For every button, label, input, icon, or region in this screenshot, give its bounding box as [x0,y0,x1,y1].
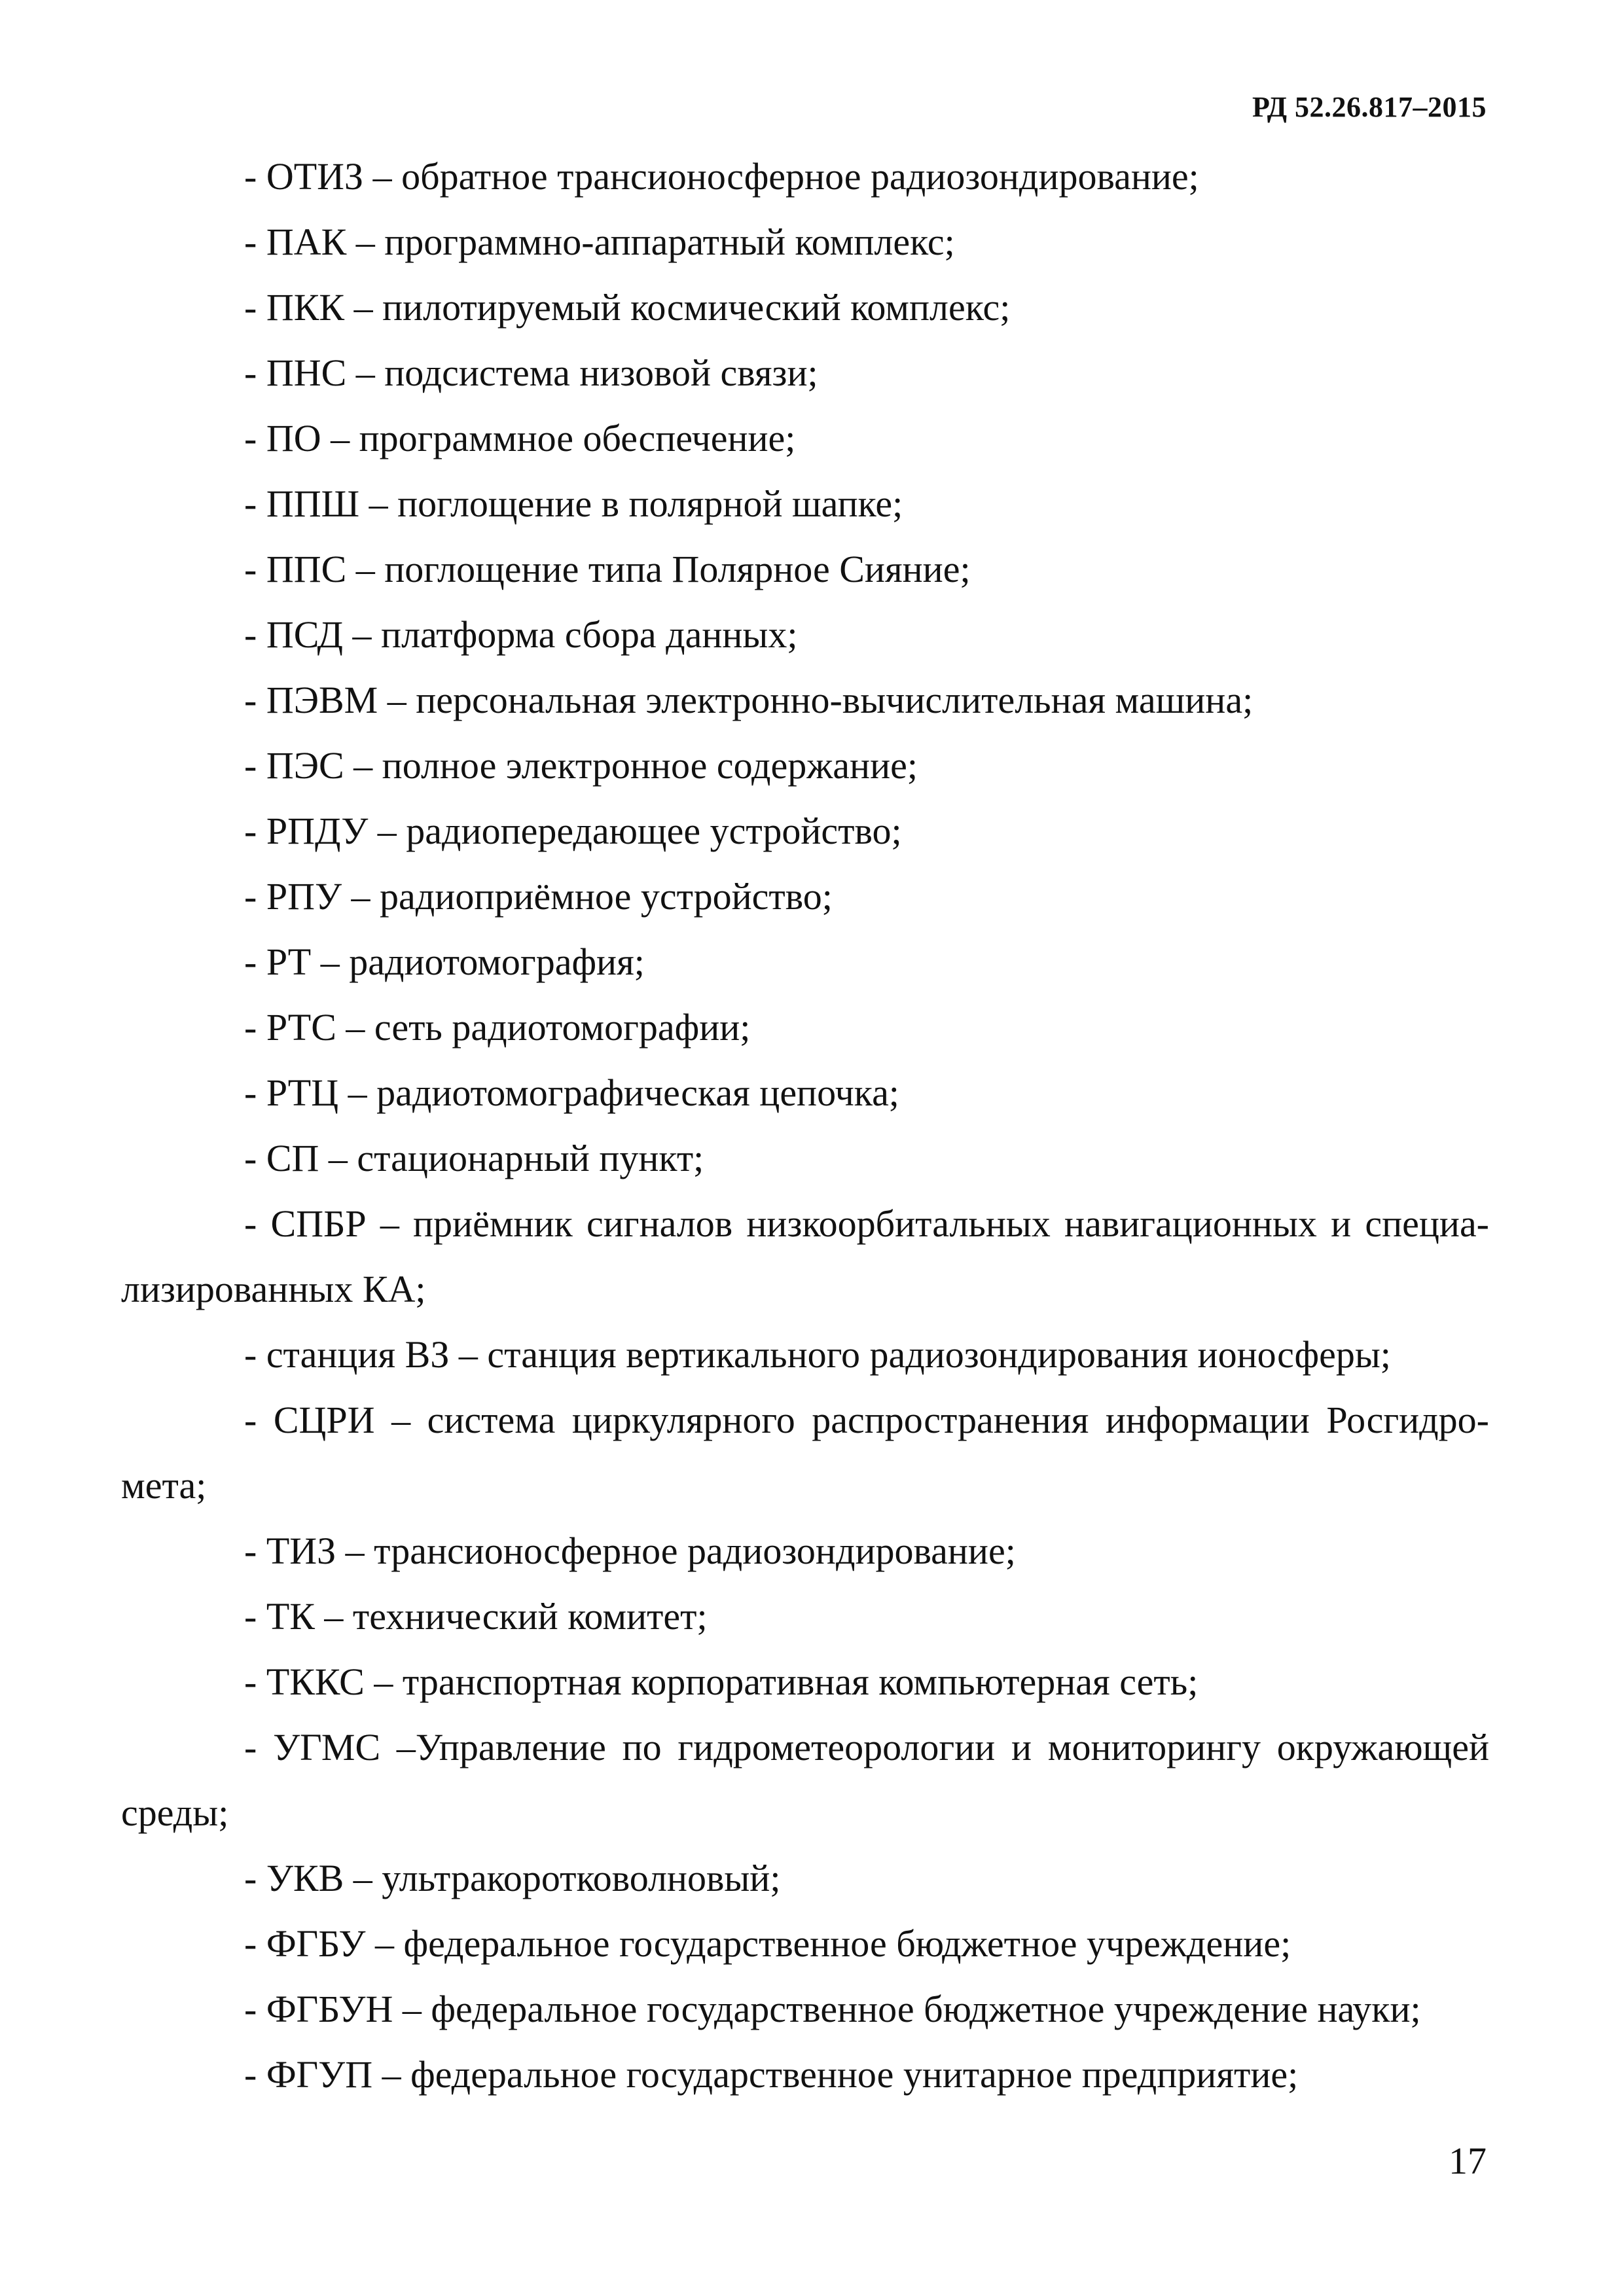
list-item: - станция ВЗ – станция вертикального радиозондирования ионосферы; [244,1333,1391,1376]
list-item: - СПБР – приёмник сигналов низкоорбитальных навигационных и специа- лизированных КА; [121,1202,1489,1310]
list-item: - РПДУ – радиопередающее устройство; [244,810,902,852]
list-item: - ФГБУН – федеральное государственное бюджетное учреждение науки; [244,1988,1421,2030]
list-item: - РПУ – радиоприёмное устройство; [244,875,833,918]
list-item: - ФГУП – федеральное государственное унитарное предприятие; [244,2053,1299,2096]
list-item: - ТККС – транспортная корпоративная компьютерная сеть; [244,1660,1199,1703]
list-item: - РТЦ – радиотомографическая цепочка; [244,1071,899,1114]
list-item: - ПКК – пилотируемый космический комплекс; [244,286,1011,329]
list-item: - ПАК – программно-аппаратный комплекс; [244,221,955,263]
page-number: 17 [1449,2140,1487,2182]
list-item: - ТК – технический комитет; [244,1595,708,1638]
list-item: - ППС – поглощение типа Полярное Сияние; [244,548,971,590]
list-item: - РТ – радиотомография; [244,941,645,983]
list-item: - УКВ – ультракоротковолновый; [244,1857,781,1899]
list-item: - ППШ – поглощение в полярной шапке; [244,482,903,525]
list-item: - ПСД – платформа сбора данных; [244,613,798,656]
list-item: - СЦРИ – система циркулярного распространения информации Росгидро- мета; [121,1399,1489,1507]
list-item: - ПО – программное обеспечение; [244,417,796,459]
list-item: - ПЭВМ – персональная электронно-вычислительная машина; [244,679,1254,721]
list-item: - ФГБУ – федеральное государственное бюджетное учреждение; [244,1922,1291,1965]
list-item: - УГМС –Управление по гидрометеорологии и мониторингу окружающей среды; [121,1726,1489,1834]
document-code: РД 52.26.817–2015 [1252,91,1487,123]
list-item: - СП – стационарный пункт; [244,1137,704,1179]
list-item: - ОТИЗ – обратное трансионосферное радиозондирование; [244,155,1199,198]
list-item: - ПНС – подсистема низовой связи; [244,351,818,394]
list-item: - РТС – сеть радиотомографии; [244,1006,751,1049]
list-item: - ТИЗ – трансионосферное радиозондирование; [244,1530,1016,1572]
list-item: - ПЭС – полное электронное содержание; [244,744,918,787]
